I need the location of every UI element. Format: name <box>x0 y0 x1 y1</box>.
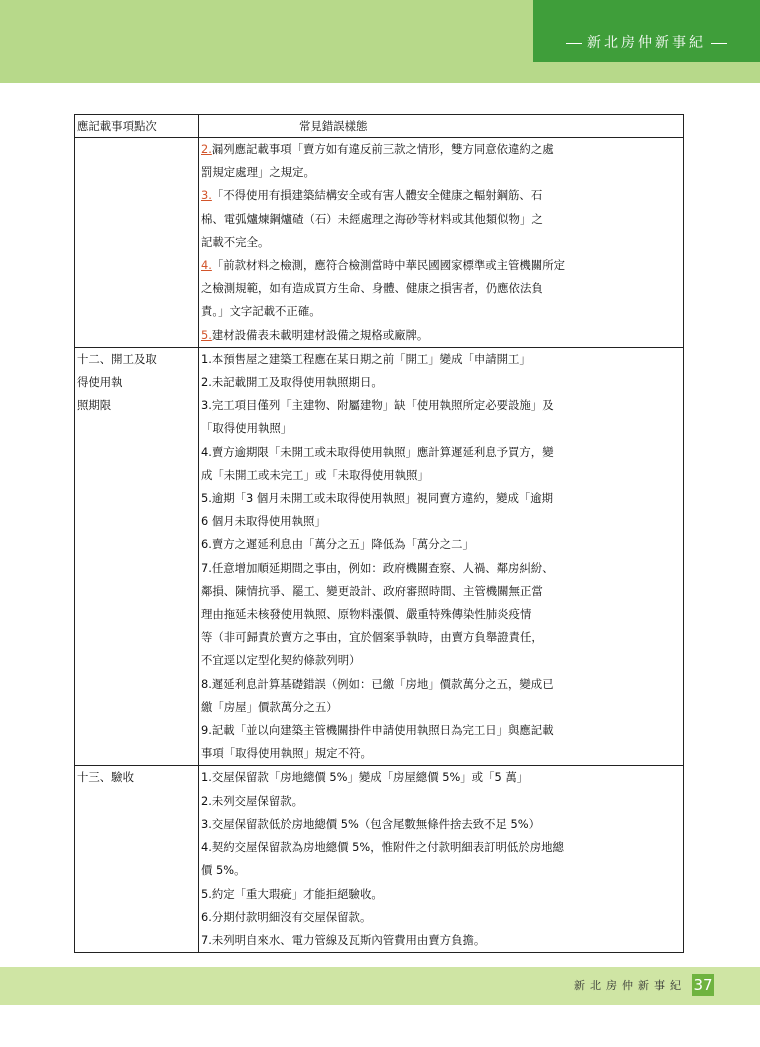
error-line: 理由拖延未核發使用執照、原物料漲價、嚴重特殊傳染性肺炎疫情 <box>201 607 532 622</box>
table-row <box>75 766 684 953</box>
error-line: 4.契約交屋保留款為房地總價 5%，惟附件之付款明細表訂明低於房地總 <box>201 840 564 855</box>
error-line: 4.賣方逾期限「未開工或未取得使用執照」應計算遲延利息予買方，變 <box>201 444 554 459</box>
table-header-row <box>75 115 684 138</box>
table-row <box>75 138 684 348</box>
error-line: 「取得使用執照」 <box>201 421 293 436</box>
header-title-tab <box>533 0 760 62</box>
error-line: 價 5%。 <box>201 863 246 878</box>
error-line: 之檢測規範，如有造成買方生命、身體、健康之損害者，仍應依法負 <box>201 281 543 296</box>
column-header-errors: 常見錯誤樣態 <box>199 115 684 138</box>
table-row <box>75 347 684 766</box>
row-item-cell <box>75 138 199 348</box>
error-patterns-table <box>74 114 684 953</box>
error-line: 4.「前款材料之檢測，應符合檢測當時中華民國國家標準或主管機關所定 <box>201 258 565 273</box>
error-line: 事項「取得使用執照」規定不符。 <box>201 746 372 761</box>
row-item-cell <box>75 766 199 953</box>
error-line: 6.賣方之遲延利息由「萬分之五」降低為「萬分之二」 <box>201 537 474 552</box>
error-line: 1.本預售屋之建築工程應在某日期之前「開工」變成「申請開工」 <box>201 351 531 366</box>
row-errors-cell <box>199 138 684 348</box>
error-line: 3.交屋保留款低於房地總價 5%（包含尾數無條件捨去致不足 5%） <box>201 816 541 831</box>
error-line: 2.未列交屋保留款。 <box>201 793 303 808</box>
error-line: 2.未記載開工及取得使用執照期日。 <box>201 375 383 390</box>
header-title: 新北房仲新事紀 <box>561 32 732 52</box>
error-line: 繳「房屋」價款萬分之五） <box>201 699 338 714</box>
error-line: 不宜逕以定型化契約條款列明） <box>201 653 361 668</box>
item-line: 得使用執 <box>77 375 123 390</box>
row-errors-cell <box>199 766 684 953</box>
column-header-item: 應記載事項點次 <box>75 115 199 138</box>
item-line: 十三、驗收 <box>77 770 134 785</box>
error-line: 9.記載「並以向建築主管機關掛件申請使用執照日為完工日」與應記載 <box>201 723 554 738</box>
error-line: 3.完工項目僅列「主建物、附屬建物」缺「使用執照所定必要設施」及 <box>201 398 554 413</box>
error-line: 7.任意增加順延期間之事由，例如：政府機關查察、人禍、鄰房糾紛、 <box>201 560 554 575</box>
error-line: 7.未列明自來水、電力管線及瓦斯內管費用由賣方負擔。 <box>201 932 486 947</box>
error-line: 鄰損、陳情抗爭、罷工、變更設計、政府審照時間、主管機關無正當 <box>201 583 543 598</box>
item-line: 十二、開工及取 <box>77 351 157 366</box>
error-line: 責。」文字記載不正確。 <box>201 304 321 319</box>
page-number-badge: 37 <box>693 976 713 994</box>
error-line: 1.交屋保留款「房地總價 5%」變成「房屋總價 5%」或「5 萬」 <box>201 770 529 785</box>
error-line: 5.約定「重大瑕疵」才能拒絕驗收。 <box>201 886 383 901</box>
error-line: 6.分期付款明細沒有交屋保留款。 <box>201 909 372 924</box>
error-line: 罰規定處理」之規定。 <box>201 165 315 180</box>
footer-band <box>0 967 760 1005</box>
error-line: 棉、電弧爐煉鋼爐碴（石）未經處理之海砂等材料或其他類似物」之 <box>201 211 543 226</box>
error-line: 等（非可歸責於賣方之事由，宜於個案爭執時，由賣方負舉證責任， <box>201 630 543 645</box>
item-line: 照期限 <box>77 398 112 413</box>
row-item-cell <box>75 347 199 766</box>
error-line: 3.「不得使用有損建築結構安全或有害人體安全健康之輻射鋼筋、石 <box>201 188 543 203</box>
error-line: 6 個月未取得使用執照」 <box>201 514 326 529</box>
row-errors-cell <box>199 347 684 766</box>
error-line: 8.遲延利息計算基礎錯誤（例如：已繳「房地」價款萬分之五，變成已 <box>201 676 554 691</box>
error-line: 2.漏列應記載事項「賣方如有違反前三款之情形，雙方同意依違約之處 <box>201 142 554 156</box>
error-line: 5.建材設備表未載明建材設備之規格或廠牌。 <box>201 327 429 342</box>
footer-publication: 新北房仲新事紀 <box>574 979 686 992</box>
error-line: 成「未開工或未完工」或「未取得使用執照」 <box>201 467 429 482</box>
error-line: 5.逾期「3 個月未開工或未取得使用執照」視同賣方違約，變成「逾期 <box>201 491 554 506</box>
error-line: 記載不完全。 <box>201 234 270 249</box>
